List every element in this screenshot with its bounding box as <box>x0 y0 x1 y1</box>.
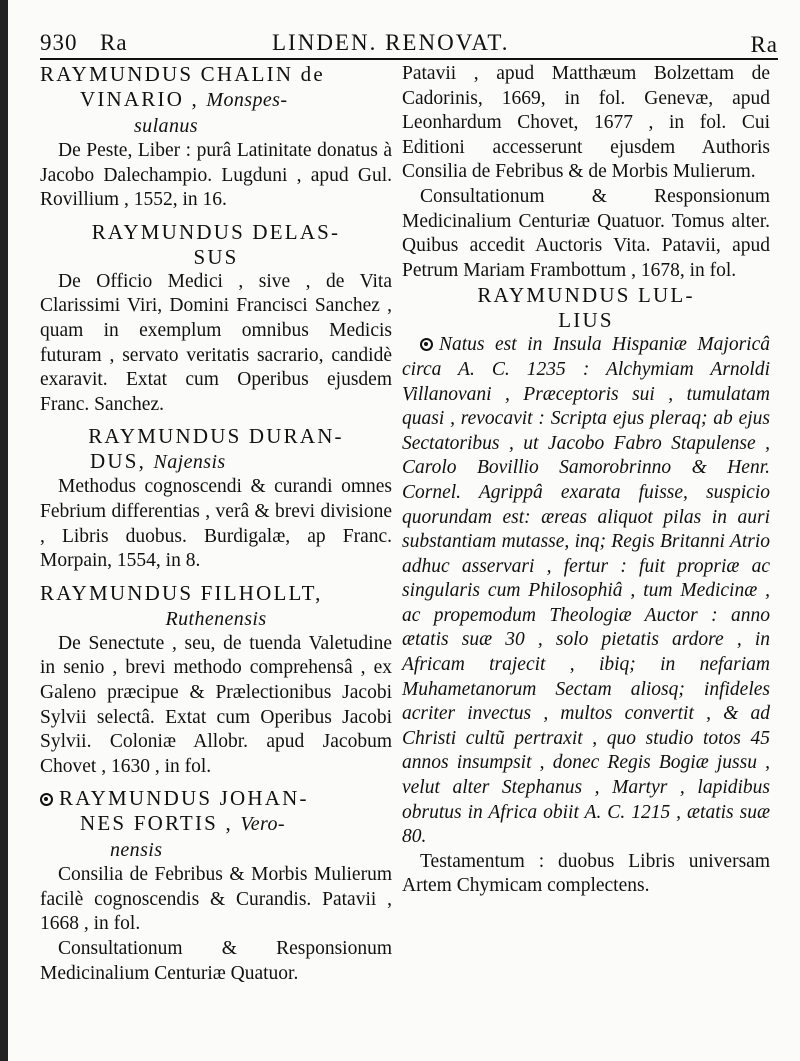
heading-line: VINARIO , <box>80 87 199 111</box>
entry-johannes <box>40 786 392 986</box>
entry-biography <box>402 333 770 849</box>
running-head-right: Ra <box>750 32 778 57</box>
target-bullet-icon <box>420 338 433 351</box>
header-rule <box>40 58 778 60</box>
entry-filhollt <box>40 581 392 780</box>
binding-gutter <box>0 0 8 1061</box>
running-head-left: Ra <box>100 30 128 55</box>
entry-heading: LIUS <box>558 308 614 333</box>
entry-chalin <box>40 62 392 213</box>
biography-text: Natus est in Insula Hispaniæ Majoricâ circa A. C. 1235 : Alchymiam Arnoldi Villanovani , Præceptoris sui , tumulatam quasi , revocavit : Scripta ejus pleraq; ab ejus Sectatoribus , ut Jacobo Fabro Stapulense , Carolo Bovillio Samorobrinno & Henr. Cornel. Agrippâ exarata fuisse, suspicio quorundam est: æreas aliquot pilas in auri substantiam mutasse, inq; Regis Britanni Atrio adhuc asservari , fertur : fuit propriæ ac singularis cum Philosophiâ , tum Medicinæ , ac propemodum Theologiæ Auctor : anno ætatis suæ 30 , solo pietatis ardore , in Africam trajecit , ibiq; in nefariam Muhametanorum Sectam aliosq; infideles acriter invectus , multos convertit , & ad Christi cultũ pertraxit , quo studio totos 45 annos insumpsit , donec Regis Bogiæ jussu , velut alter Stephanus , Martyr , lapidibus obrutus in Africa obiit A. C. 1215 , ætatis suæ 80. <box>402 334 770 848</box>
entry-heading <box>40 837 392 863</box>
heading-italic: nensis <box>110 839 163 862</box>
entry-heading: RAYMUNDUS LUL- <box>477 283 695 308</box>
left-column <box>40 62 392 993</box>
page-number: 930 <box>40 30 78 55</box>
entry-body: De Senectute , seu, de tuenda Valetudine in senio , brevi methodo comprehensâ , ex Galeno præcipue & Prælectionibus Jacobi Sylvii selectâ. Extat cum Operibus Jacobi Sylvii. Coloniæ Allobr. apud Jacobum Chovet , 1630 , in fol. <box>40 632 392 777</box>
entry-body: Methodus cognoscendi & curandi omnes Febrium differentias , verâ & brevi divisione , Libris duobus. Burdigalæ, ap Franc. Morpain, 1554, in 8. <box>40 476 392 572</box>
entry-heading: RAYMUNDUS DELAS- <box>91 219 341 244</box>
entry-heading: RAYMUNDUS FILHOLLT, <box>40 580 323 605</box>
entry-heading <box>40 606 392 632</box>
entry-heading <box>40 87 392 113</box>
entry-body: Consultationum & Responsionum Medicinalium Centuriæ Quatuor. <box>40 938 392 984</box>
entry-body: De Peste, Liber : purâ Latinitate donatus à Jacobo Dalechampio. Lugduni , apud Gul. Rovillium , 1552, in 16. <box>40 140 392 211</box>
heading-line: NES FORTIS , <box>80 811 233 836</box>
heading-italic: Monspes- <box>206 89 288 111</box>
entry-heading: SUS <box>193 244 239 269</box>
heading-line: RAYMUNDUS JOHAN- <box>59 786 309 811</box>
entry-body: Testamentum : duobus Libris universam Artem Chymicam complectens. <box>402 850 770 897</box>
entry-durandus <box>40 424 392 573</box>
heading-italic: Ruthenensis <box>165 607 267 630</box>
entry-continuation: Patavii , apud Matthæum Bolzettam de Cadorinis, 1669, in fol. Genevæ, apud Leonhardum Chovet, 1677 , in fol. Cui Editioni accesserunt ejusdem Authoris Consilia de Febribus & de Morbis Mulierum. <box>402 63 770 183</box>
entry-heading <box>40 62 392 87</box>
target-bullet-icon <box>40 793 53 806</box>
entry-heading <box>40 113 392 139</box>
entry-lullius <box>402 283 770 899</box>
entry-body: Consilia de Febribus & Morbis Mulierum facilè cognoscendis & Curandis. Patavii , 1668 , in fol. <box>40 864 392 935</box>
heading-italic: sulanus <box>134 115 198 137</box>
heading-line: RAYMUNDUS CHALIN de <box>40 62 325 86</box>
entry-heading <box>40 786 392 811</box>
heading-italic: Vero- <box>240 813 285 836</box>
entry-heading: RAYMUNDUS DURAN- <box>88 424 344 449</box>
entry-heading <box>40 449 392 475</box>
entry-heading <box>40 811 392 837</box>
entry-body: De Officio Medici , sive , de Vita Clarissimi Viri, Domini Francisci Sanchez , quam in exemplum omnibus Medicis futuram , servato veritatis sacrario, candidè exaravit. Extat cum Operibus ejusdem Franc. Sanchez. <box>40 270 392 415</box>
entry-body: Consultationum & Responsionum Medicinalium Centuriæ Quatuor. Tomus alter. Quibus accedit Auctoris Vita. Patavii, apud Petrum Mariam Frambottum , 1678, in fol. <box>402 185 770 281</box>
running-header <box>40 28 778 58</box>
entry-delassus <box>40 220 392 418</box>
running-title: LINDEN. RENOVAT. <box>272 30 510 55</box>
heading-line: DUS, <box>90 449 147 474</box>
right-column <box>402 62 770 906</box>
heading-italic: Najensis <box>153 451 226 474</box>
